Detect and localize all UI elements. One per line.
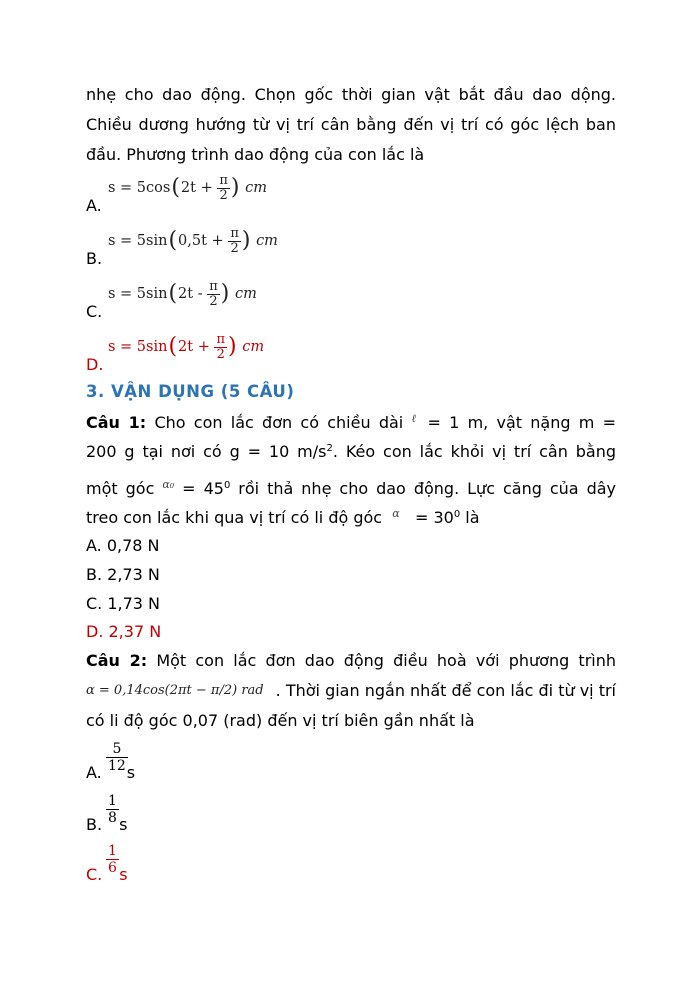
q2-option-a-fraction: $\frac{5}{12}$ (108, 741, 126, 774)
intro-line-2: Chiều dương hướng từ vị trí cân bằng đến vị trí có góc lệch ban (86, 115, 616, 134)
q2-line-1: Câu 2: Một con lắc đơn dao động điều hoà với phương trình (86, 651, 617, 670)
option-b-equation: s = 5sin(0,5t + $\frac{\pi}{2}$ ) cm (108, 225, 278, 256)
option-b-label[interactable]: B. (86, 249, 103, 268)
q2-option-b[interactable]: B. s (86, 815, 128, 834)
option-d-label[interactable]: D. (86, 355, 104, 374)
q1-option-b[interactable]: B. 2,73 N (86, 565, 160, 584)
q1-line-3: một góc $^{\alpha_0} = 45^0$ rồi thả nhẹ cho dao động. Lực căng của dây (86, 478, 617, 498)
q1-line-2: 200 g tại nơi có g = 10 $m/s^2$. Kéo con lắc khỏi vị trí cân bằng (86, 442, 616, 461)
q1-option-a[interactable]: A. 0,78 N (86, 536, 160, 555)
q2-line-2: α = 0,14cos(2πt − π/2) rad . Thời gian ngắn nhất để con lắc đi từ vị trí (86, 676, 616, 706)
intro-line-1: nhẹ cho dao động. Chọn gốc thời gian vật bắt đầu dao dộng. (86, 85, 616, 104)
q2-option-a[interactable]: A. s (86, 763, 136, 782)
option-a-label[interactable]: A. (86, 196, 102, 215)
q1-line-4: treo con lắc khi qua vị trí có li độ góc $^\alpha = 30^0$ là (86, 507, 480, 527)
q1-option-c[interactable]: C. 1,73 N (86, 594, 161, 613)
section-heading: 3. VẬN DỤNG (5 CÂU) (86, 382, 295, 401)
q2-option-b-fraction: $\frac{1}{8}$ (108, 793, 117, 826)
q2-equation: α = 0,14cos(2πt − π/2) rad (86, 683, 264, 698)
q1-option-d[interactable]: D. 2,37 N (86, 622, 162, 641)
option-c-equation: s = 5sin(2t - $\frac{\pi}{2}$ ) cm (108, 278, 257, 309)
q1-line-1: Câu 1: Cho con lắc đơn có chiều dài $^\ell$ = 1 m, vật nặng m = (86, 412, 617, 432)
intro-line-3: đầu. Phương trình dao động của con lắc là (86, 145, 425, 164)
q2-line-3: có li độ góc 0,07 (rad) đến vị trí biên gần nhất là (86, 711, 475, 730)
option-c-label[interactable]: C. (86, 302, 103, 321)
q2-option-c[interactable]: C. s (86, 865, 128, 884)
option-a-equation: s = 5cos(2t + $\frac{\pi}{2}$ ) cm (108, 172, 267, 203)
option-d-equation: s = 5sin(2t + $\frac{\pi}{2}$ ) cm (108, 331, 265, 362)
q2-option-c-fraction: $\frac{1}{6}$ (108, 843, 117, 876)
